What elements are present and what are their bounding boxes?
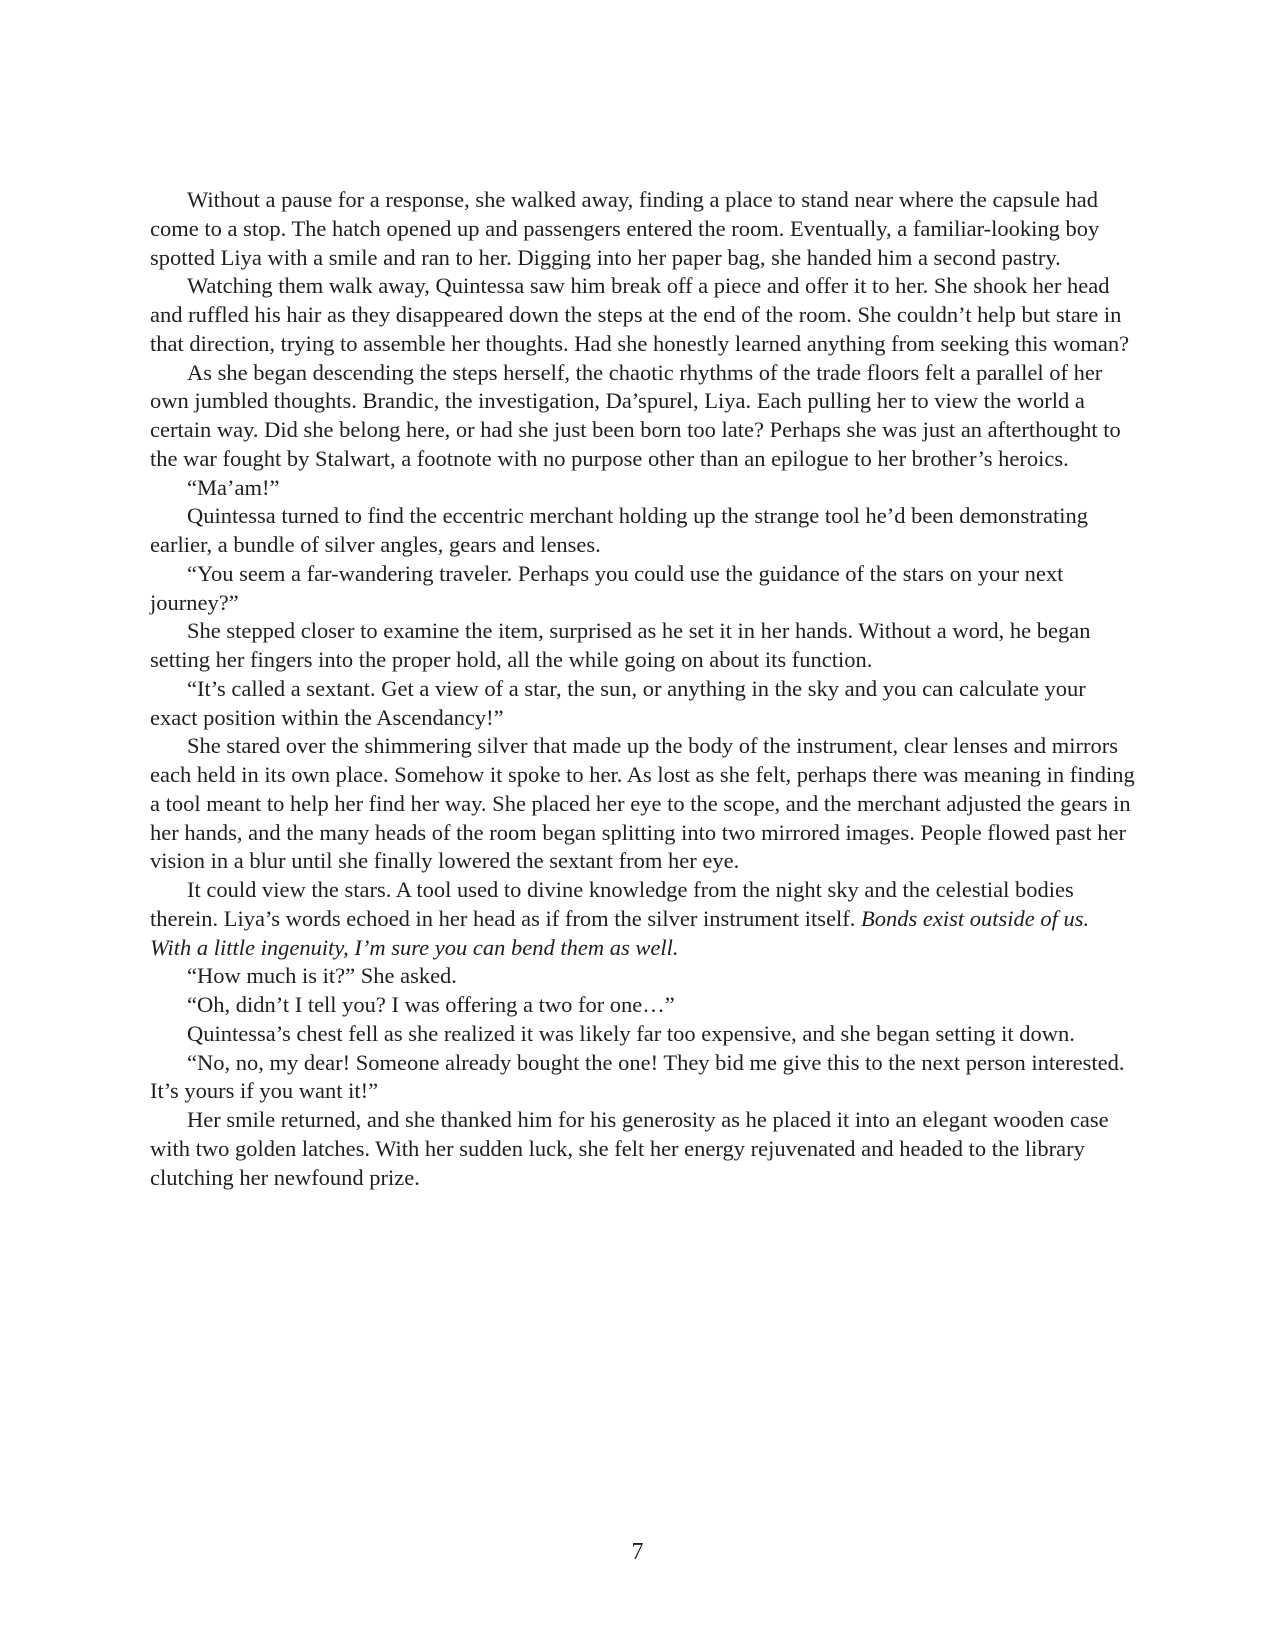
- paragraph: She stepped closer to examine the item, surprised as he set it in her hands. Without a word, he began setting her fingers into the proper hold, all the while going on about its function.: [150, 618, 1091, 672]
- paragraph: “Oh, didn’t I tell you? I was offering a two for one…”: [187, 992, 675, 1017]
- paragraph: Watching them walk away, Quintessa saw him break off a piece and offer it to her. She shook her head and ruffled his hair as they disappeared down the steps at the end of the room. She couldn’t help but stare in that direction, trying to assemble her thoughts. Had she honestly learned anything from seeking this woman?: [150, 273, 1130, 356]
- paragraph-italic-text: Bonds exist outside of us. With a little ingenuity, I’m sure you can bend them as well.: [150, 905, 1090, 960]
- paragraph: She stared over the shimmering silver that made up the body of the instrument, clear lenses and mirrors each held in its own place. Somehow it spoke to her. As lost as she felt, perhaps there was meaning in finding a tool meant to help her find her way. She placed her eye to the scope, and the merchant adjusted the gears in her hands, and the many heads of the room began splitting into two mirrored images. People flowed past her vision in a blur until she finally lowered the sextant from her eye.: [150, 733, 1135, 874]
- paragraph: [150, 876, 1135, 962]
- paragraph: Her smile returned, and she thanked him for his generosity as he placed it into an elegant wooden case with two golden latches. With her sudden luck, she felt her energy rejuvenated and headed to the library clutching her newfound prize.: [150, 1107, 1109, 1190]
- paragraph-text: It could view the stars. A tool used to divine knowledge from the night sky and the celestial bodies therein. Liya’s words echoed in her head as if from the silver instrument itself.: [150, 877, 1074, 931]
- paragraph: Quintessa turned to find the eccentric merchant holding up the strange tool he’d been demonstrating earlier, a bundle of silver angles, gears and lenses.: [150, 503, 1088, 557]
- paragraph: “How much is it?” She asked.: [187, 963, 457, 989]
- paragraph: Without a pause for a response, she walked away, finding a place to stand near where the capsule had come to a stop. The hatch opened up and passengers entered the room. Eventually, a familiar-looking boy spotted Liya with a smile and ran to her. Digging into her paper bag, she handed him a second pastry.: [150, 187, 1100, 270]
- paragraph: “Ma’am!”: [187, 474, 280, 500]
- paragraph: “No, no, my dear! Someone already bought the one! They bid me give this to the next person interested. It’s yours if you want it!”: [150, 1049, 1125, 1104]
- body-text: [150, 186, 1135, 1192]
- paragraph: As she began descending the steps herself, the chaotic rhythms of the trade floors felt a parallel of her own jumbled thoughts. Brandic, the investigation, Da’spurel, Liya. Each pulling her to view the world a certain way. Did she belong here, or had she just been born too late? Perhaps she was just an afterthought to the war fought by Stalwart, a footnote with no purpose other than an epilogue to her brother’s heroics.: [150, 359, 1121, 471]
- paragraph: “It’s called a sextant. Get a view of a star, the sun, or anything in the sky and you can calculate your exact position within the Ascendancy!”: [150, 675, 1086, 730]
- paragraph: Quintessa’s chest fell as she realized it was likely far too expensive, and she began setting it down.: [187, 1020, 1075, 1046]
- paragraph: “You seem a far-wandering traveler. Perhaps you could use the guidance of the stars on your next journey?”: [150, 560, 1064, 615]
- page-number: 7: [631, 1539, 644, 1565]
